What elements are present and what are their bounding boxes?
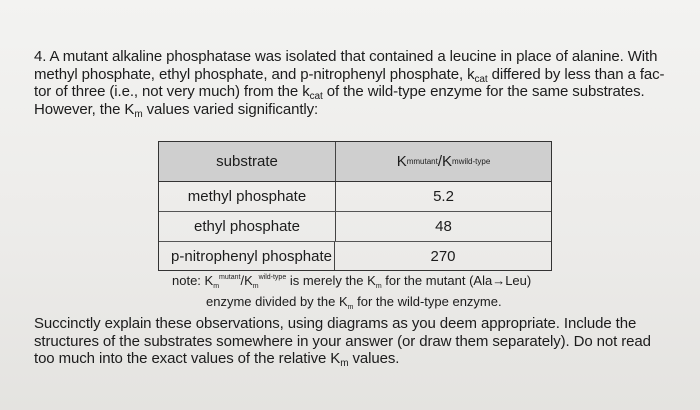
- substrate-cell: ethyl phosphate: [159, 212, 336, 241]
- substrate-cell: p-nitrophenyl phosphate: [145, 242, 335, 270]
- instructions-line-2: structures of the substrates somewhere in your answer (or draw them separately). Do not read: [34, 332, 651, 350]
- table-row: [159, 212, 551, 242]
- table-row: [159, 242, 551, 270]
- question-line-2: methyl phosphate, ethyl phosphate, and p-nitrophenyl phosphate, $k_{cat}$ differed by less than a fac-: [34, 65, 665, 85]
- instructions-line-1: Succinctly explain these observations, using diagrams as you deem appropriate. Include the: [34, 315, 637, 332]
- ratio-cell: 270: [430, 247, 456, 265]
- ratio-cell: 48: [435, 218, 452, 235]
- table-note: note: $K_m^{mutant}/K_m^{wild-type}$ is merely the $K_m$ for the mutant (Ala→Leu) enzyme divided by the $K_m$ for the wild-type enzyme.: [172, 270, 592, 315]
- header-substrate: substrate: [159, 142, 336, 181]
- header-km-ratio: K m mutant /K m wild-type: [396, 153, 491, 170]
- instructions-paragraph: [34, 315, 674, 368]
- question-line-1: 4. A mutant alkaline phosphatase was isolated that contained a leucine in place of alanine. With: [34, 48, 658, 65]
- note-line-2: enzyme divided by the $K_m$ for the wild-type enzyme.: [206, 294, 502, 311]
- question-line-4: However, the $K_m$ values varied significantly:: [34, 100, 319, 120]
- substrate-cell: methyl phosphate: [159, 182, 336, 211]
- instructions-line-3: too much into the exact values of the relative $K_m$ values.: [34, 350, 400, 370]
- km-ratio-table: [158, 141, 552, 271]
- question-line-3: tor of three (i.e., not very much) from the $k_{cat}$ of the wild-type enzyme for the same substrates.: [34, 83, 645, 103]
- question-paragraph: [34, 48, 674, 118]
- table-header-row: [159, 142, 551, 182]
- ratio-cell: 5.2: [433, 188, 454, 205]
- table-row: [159, 182, 551, 212]
